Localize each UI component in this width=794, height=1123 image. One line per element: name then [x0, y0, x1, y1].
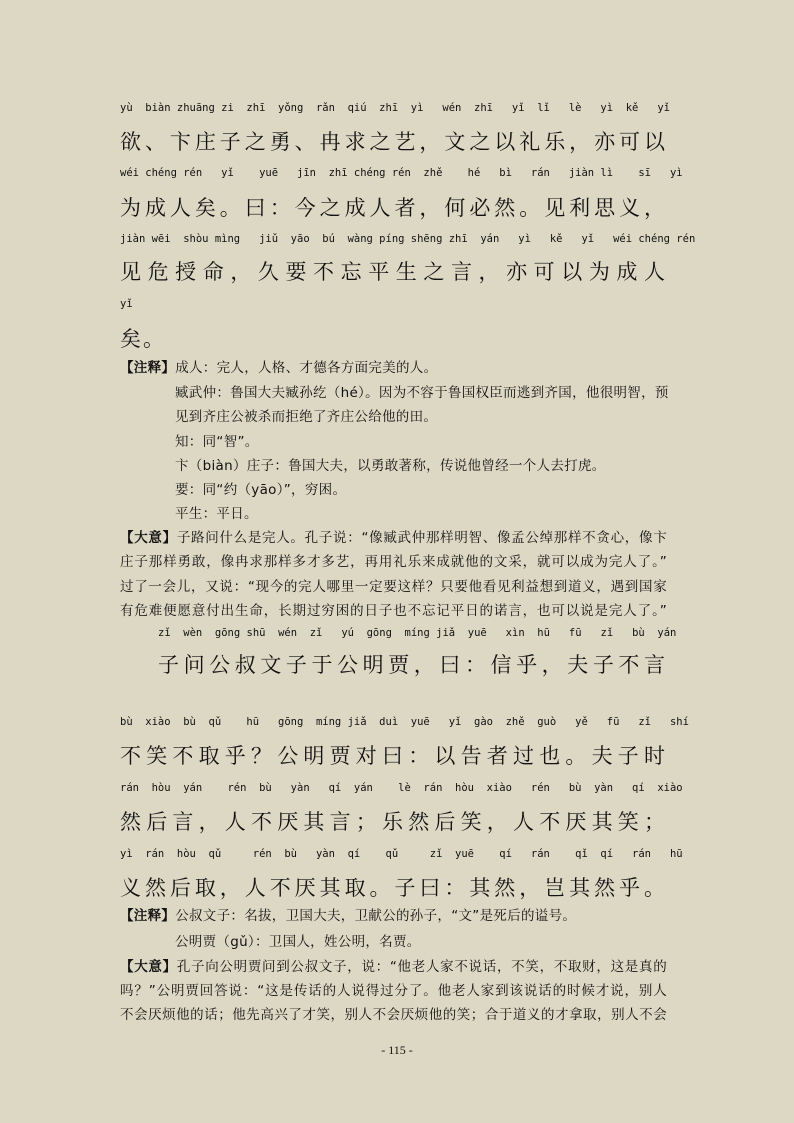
pinyin-line: wéi chéng rén yǐ yuē jīn zhī chéng rén zhě hé bì rán jiàn lì sī yì	[120, 167, 683, 179]
meaning-text: 孔子向公明贾问到公叔文子，说：“他老人家不说话，不笑，不取财，这是真的	[176, 959, 667, 975]
note-line: 要：同“约（yāo）”，穷困。	[175, 482, 347, 498]
pinyin-line: yì rán hòu qǔ rén bù yàn qí qǔ zǐ yuē qí rán qǐ qí rán hū	[120, 848, 683, 860]
note-text: 成人：完人，人格、才德各方面完美的人。	[175, 360, 438, 376]
verse-line: 见危授命，久要不忘平生之言，亦可以为成人	[120, 260, 667, 284]
pinyin-line: bù xiào bù qǔ hū gōng míng jiǎ duì yuē yǐ gào zhě guò yě fū zǐ shí	[120, 716, 689, 728]
note-line: 卞（biàn）庄子：鲁国大夫，以勇敢著称，传说他曾经一个人去打虎。	[175, 458, 606, 474]
note-line: 公明贾（gǔ）：卫国人，姓公明，名贾。	[175, 934, 421, 950]
meaning-line: 有危难便愿意付出生命，长期过穷困的日子也不忘记平日的诺言，也可以说是完人了。”	[120, 603, 667, 619]
notes-tag: 【注释】	[120, 908, 176, 924]
verse-line: 矣。	[120, 327, 166, 351]
verse-line: 为成人矣。曰：今之成人者，何必然。见利思义，	[120, 196, 667, 220]
meaning-tag: 【大意】	[120, 959, 177, 975]
note-line	[120, 907, 667, 925]
verse-line: 然后言，人不厌其言；乐然后笑，人不厌其笑；	[120, 810, 667, 834]
pinyin-line: jiàn wēi shòu mìng jiǔ yāo bú wàng píng shēng zhī yán yì kě yǐ wéi chéng rén	[120, 233, 696, 245]
meaning-line: 过了一会儿，又说：“现今的完人哪里一定要这样？只要他看见利益想到道义，遇到国家	[120, 579, 667, 595]
verse-line: 不笑不取乎？公明贾对曰：以告者过也。夫子时	[120, 744, 667, 768]
note-line	[120, 359, 667, 377]
meaning-text: 子路问什么是完人。孔子说：“像臧武仲那样明智、像孟公绰那样不贪心，像卞	[176, 530, 667, 546]
pinyin-line: zǐ wèn gōng shū wén zǐ yú gōng míng jiǎ yuē xìn hū fū zǐ bù yán	[158, 627, 677, 639]
verse-line: 欲、卞庄子之勇、冉求之艺，文之以礼乐，亦可以	[120, 130, 667, 154]
notes-tag: 【注释】	[120, 360, 176, 376]
note-line: 平生：平日。	[175, 506, 258, 522]
meaning-line: 吗？”公明贾回答说：“这是传话的人说得过分了。他老人家到该说话的时候才说，别人	[120, 983, 667, 999]
meaning-line: 不会厌烦他的话；他先高兴了才笑，别人不会厌烦他的笑；合于道义的才拿取，别人不会	[120, 1007, 667, 1023]
meaning-line: 庄子那样勇敢，像冉求那样多才多艺，再用礼乐来成就他的文采，就可以成为完人了。”	[120, 554, 667, 570]
pinyin-line: rán hòu yán rén bù yàn qí yán lè rán hòu xiào rén bù yàn qí xiào	[120, 782, 683, 794]
meaning-line	[120, 529, 667, 547]
pinyin-line: yǐ	[120, 298, 133, 310]
note-line: 知：同“智”。	[175, 434, 259, 450]
page-number: - 115 -	[381, 1043, 413, 1057]
note-line: 臧武仲：鲁国大夫臧孙纥（hé）。因为不容于鲁国权臣而逃到齐国，他很明智，预	[175, 385, 669, 401]
verse-line: 子问公叔文子于公明贾，曰：信乎，夫子不言	[158, 653, 667, 677]
pinyin-line: yù biàn zhuāng zi zhī yǒng rǎn qiú zhī yì wén zhī yǐ lǐ lè yì kě yǐ	[120, 102, 670, 114]
meaning-line	[120, 958, 667, 976]
note-text: 公叔文子：名拔，卫国大夫，卫献公的孙子，“文”是死后的谥号。	[175, 908, 577, 924]
meaning-tag: 【大意】	[120, 530, 177, 546]
verse-line: 义然后取，人不厌其取。子曰：其然，岂其然乎。	[120, 876, 667, 900]
note-line: 见到齐庄公被杀而拒绝了齐庄公给他的田。	[175, 409, 438, 425]
